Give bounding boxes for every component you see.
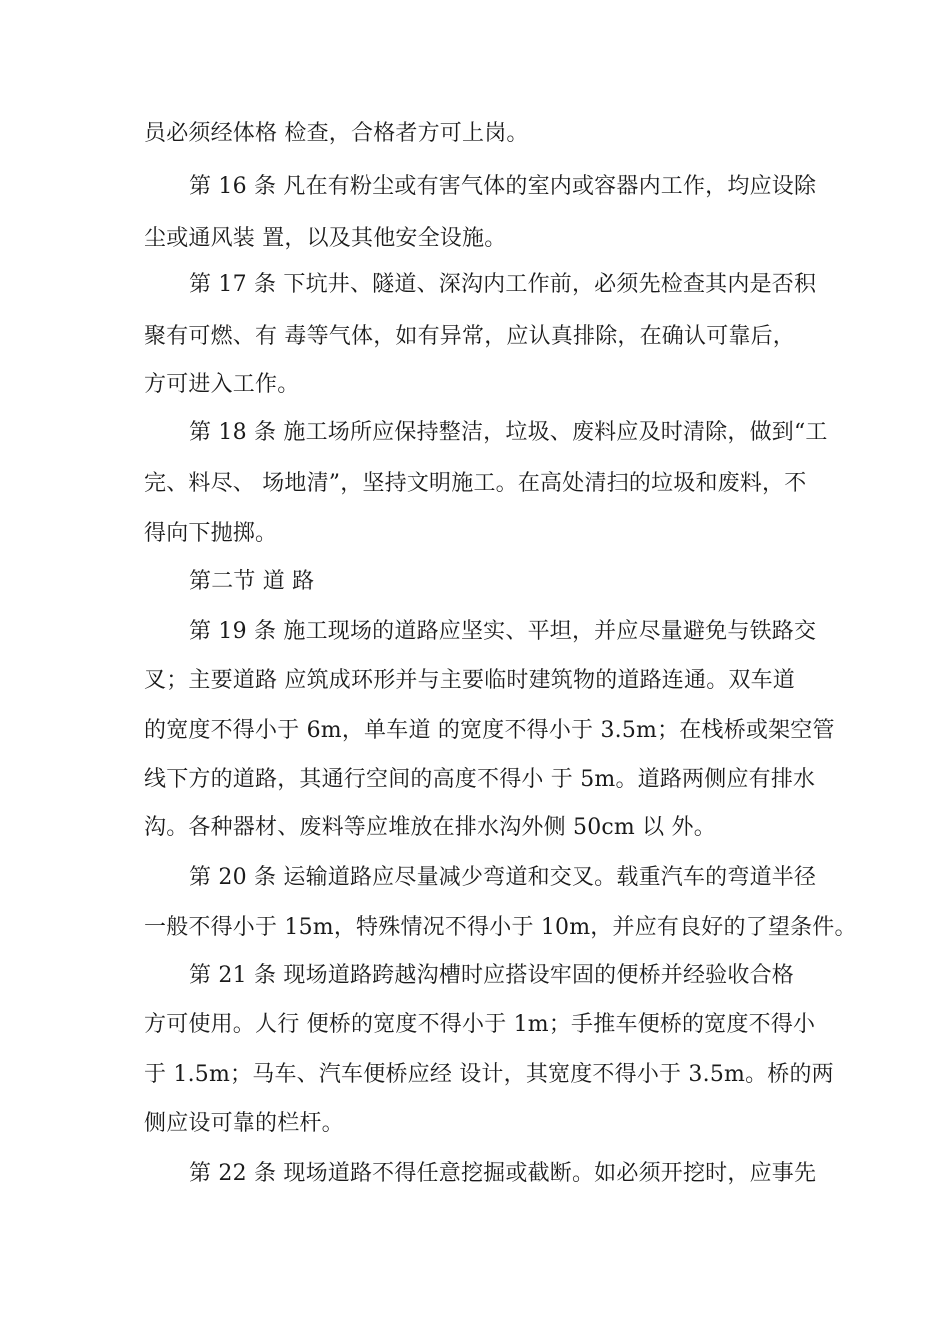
text-line: 员必须经体格 检查，合格者方可上岗。 xyxy=(144,121,529,146)
article-21: 第 21 条 现场道路跨越沟槽时应搭设牢固的便桥并经验收合格 xyxy=(189,963,794,988)
article-18: 第 18 条 施工场所应保持整洁，垃圾、废料应及时清除，做到“工 xyxy=(189,420,828,445)
text-line: 的宽度不得小于 6m，单车道 的宽度不得小于 3.5m；在栈桥或架空管 xyxy=(144,718,835,743)
article-16: 第 16 条 凡在有粉尘或有害气体的室内或容器内工作，均应设除 xyxy=(189,174,817,199)
article-19: 第 19 条 施工现场的道路应坚实、平坦，并应尽量避免与铁路交 xyxy=(189,619,817,644)
text-line: 侧应设可靠的栏杆。 xyxy=(144,1111,344,1136)
section-heading: 第二节 道 路 xyxy=(189,569,315,594)
text-line: 方可进入工作。 xyxy=(144,372,300,397)
article-20: 第 20 条 运输道路应尽量减少弯道和交叉。载重汽车的弯道半径 xyxy=(189,865,817,890)
text-line: 叉；主要道路 应筑成环形并与主要临时建筑物的道路连通。双车道 xyxy=(144,668,795,693)
text-line: 一般不得小于 15m，特殊情况不得小于 10m，并应有良好的了望条件。 xyxy=(144,915,857,940)
text-line: 尘或通风装 置，以及其他安全设施。 xyxy=(144,226,507,251)
article-17: 第 17 条 下坑井、隧道、深沟内工作前，必须先检查其内是否积 xyxy=(189,272,817,297)
text-line: 沟。各种器材、废料等应堆放在排水沟外侧 50cm 以 外。 xyxy=(144,815,716,840)
text-line: 得向下抛掷。 xyxy=(144,521,278,546)
text-line: 于 1.5m；马车、汽车便桥应经 设计，其宽度不得小于 3.5m。桥的两 xyxy=(144,1062,834,1087)
text-line: 方可使用。人行 便桥的宽度不得小于 1m；手推车便桥的宽度不得小 xyxy=(144,1012,816,1037)
text-line: 聚有可燃、有 毒等气体，如有异常，应认真排除，在确认可靠后， xyxy=(144,324,795,349)
article-22: 第 22 条 现场道路不得任意挖掘或截断。如必须开挖时，应事先 xyxy=(189,1161,817,1186)
text-line: 完、料尽、 场地清”，坚持文明施工。在高处清扫的垃圾和废料，不 xyxy=(144,471,807,496)
text-line: 线下方的道路，其通行空间的高度不得小 于 5m。道路两侧应有排水 xyxy=(144,767,816,792)
